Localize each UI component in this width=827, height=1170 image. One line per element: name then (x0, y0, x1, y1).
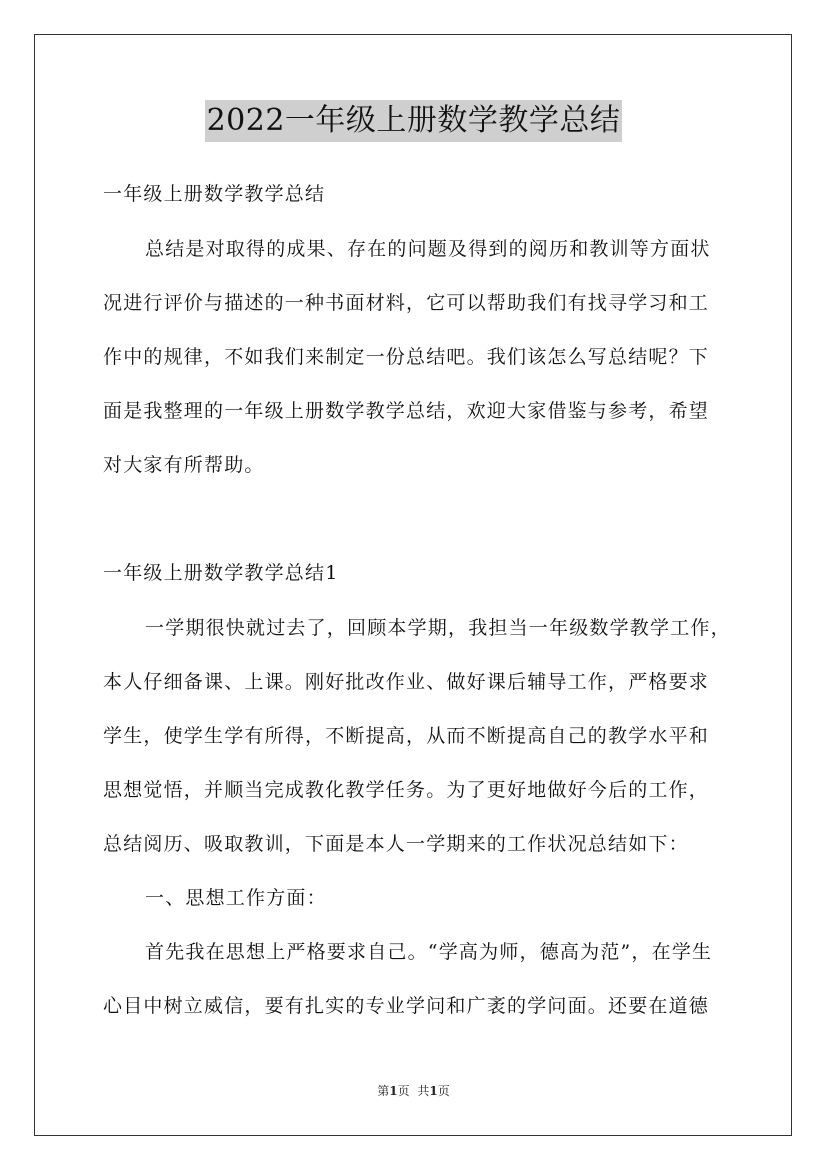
section-line: 本人仔细备课、上课。刚好批改作业、做好课后辅导工作，严格要求 (103, 671, 710, 693)
section-heading: 一年级上册数学教学总结1 (103, 562, 339, 584)
section-line: 一学期很快就过去了，回顾本学期，我担当一年级数学教学工作， (145, 617, 731, 639)
intro-line: 面是我整理的一年级上册数学教学总结，欢迎大家借鉴与参考，希望 (103, 400, 710, 422)
section-line: 总结阅历、吸取教训，下面是本人一学期来的工作状况总结如下： (103, 833, 689, 855)
page-label-pre: 第 (377, 1084, 390, 1098)
paragraph-line: 心目中树立威信，要有扎实的专业学问和广袤的学问面。还要在道德 (103, 995, 710, 1017)
document-title: 2022一年级上册数学教学总结 (205, 100, 623, 142)
section-line: 学生，使学生学有所得，不断提高，从而不断提高自己的教学水平和 (103, 725, 710, 747)
paragraph-line: 首先我在思想上严格要求自己。“学高为师，德高为范”，在学生 (145, 941, 713, 963)
section-line: 思想觉悟，并顺当完成教化教学任务。为了更好地做好今后的工作， (103, 779, 710, 801)
intro-line: 作中的规律，不如我们来制定一份总结吧。我们该怎么写总结呢？下 (103, 346, 710, 368)
intro-line: 总结是对取得的成果、存在的问题及得到的阅历和教训等方面状 (145, 238, 711, 260)
title-container (0, 100, 827, 142)
page-label-mid: 页 (397, 1084, 410, 1098)
subheading: 一、思想工作方面： (145, 887, 327, 909)
total-label-post: 页 (437, 1084, 450, 1098)
total-pages: 1 (429, 1084, 438, 1098)
intro-line: 况进行评价与描述的一种书面材料，它可以帮助我们有找寻学习和工 (103, 292, 710, 314)
intro-line: 对大家有所帮助。 (103, 454, 265, 476)
subtitle: 一年级上册数学教学总结 (103, 183, 326, 205)
page-footer (0, 1083, 827, 1099)
total-label-pre: 共 (417, 1084, 430, 1098)
page-number: 1 (389, 1084, 398, 1098)
